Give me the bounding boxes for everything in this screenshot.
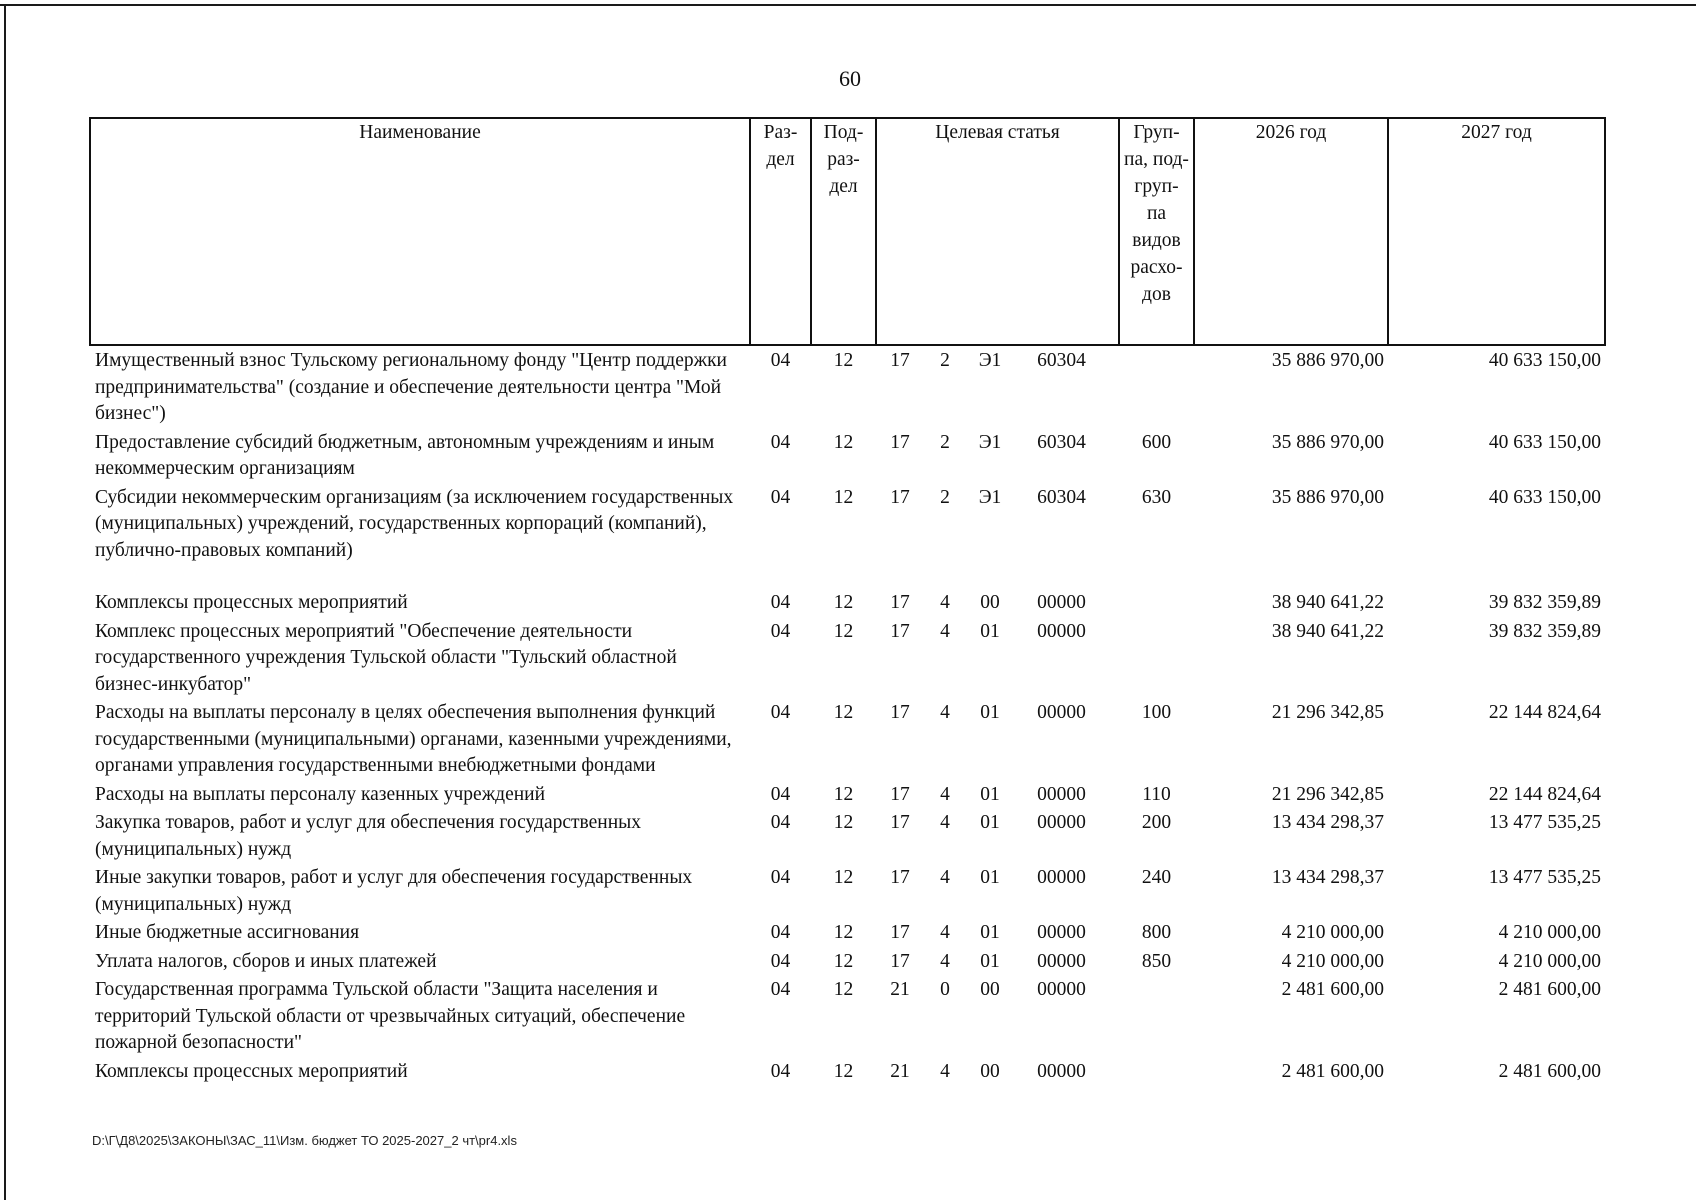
row-amount-2026: 38 940 641,22 (1271, 592, 1384, 613)
header-subsection-line: раз- (827, 149, 860, 170)
header-group (1119, 118, 1194, 345)
row-target-program: 17 (890, 867, 910, 888)
row-amount-2026: 4 210 000,00 (1281, 950, 1384, 972)
row-amount-2027: 40 633 150,00 (1488, 350, 1601, 371)
row-target-program: 17 (890, 431, 910, 453)
row-name: Иные закупки товаров, работ и услуг для обеспечения государственных (муниципальных) нужд (95, 867, 693, 915)
row-amount-2027: 2 481 600,00 (1498, 1060, 1601, 1082)
row-section: 04 (770, 350, 791, 371)
row-section: 04 (770, 783, 791, 805)
table-row (90, 564, 1605, 617)
table-row (90, 428, 1605, 483)
row-target-type: 0 (940, 979, 950, 1000)
row-target-direction: 60304 (1037, 431, 1086, 453)
row-section: 04 (770, 486, 791, 508)
row-subsection: 12 (833, 922, 854, 943)
row-target (876, 428, 1119, 483)
header-group-line: Груп- (1133, 122, 1180, 143)
page-number: 60 (839, 66, 861, 91)
row-target-direction: 00000 (1037, 620, 1086, 642)
row-target-element: 01 (980, 812, 1000, 833)
row-group: 630 (1141, 486, 1172, 508)
row-group: 240 (1141, 867, 1172, 888)
row-target-direction: 00000 (1037, 1060, 1086, 1082)
row-target-program: 17 (890, 620, 910, 642)
row-name: Государственная программа Тульской области "Защита населения и территорий Тульской области от чрезвычайных ситуаций, обеспечение пожарной безопасности" (95, 979, 686, 1053)
row-name: Уплата налогов, сборов и иных платежей (95, 950, 437, 972)
row-section: 04 (770, 702, 791, 723)
row-target-direction: 00000 (1037, 783, 1086, 805)
row-group (1119, 975, 1194, 1057)
table-row (90, 780, 1605, 809)
row-target-program: 17 (890, 783, 910, 805)
row-group (1119, 1057, 1194, 1086)
row-amount-2027: 22 144 824,64 (1488, 702, 1601, 723)
header-group-line: па, под- (1124, 149, 1189, 170)
row-target-direction: 00000 (1037, 950, 1086, 972)
row-target-type: 4 (940, 950, 950, 972)
row-amount-2026: 21 296 342,85 (1271, 783, 1384, 805)
row-subsection: 12 (833, 950, 854, 972)
table-header (90, 118, 1605, 345)
row-target (876, 808, 1119, 863)
row-target-element: 01 (980, 867, 1000, 888)
row-name: Комплексы процессных мероприятий (95, 592, 408, 613)
header-subsection (811, 118, 876, 345)
row-name: Комплекс процессных мероприятий "Обеспечение деятельности государственного учреждения Тульской области "Тульский областной бизнес-инкубатор" (95, 620, 677, 695)
row-target-element: 00 (980, 1060, 1000, 1082)
row-target-direction: 00000 (1037, 922, 1086, 943)
row-target-type: 4 (940, 922, 950, 943)
row-name: Предоставление субсидий бюджетным, автономным учреждениям и иным некоммерческим организациям (95, 431, 715, 479)
row-amount-2027: 4 210 000,00 (1498, 922, 1601, 943)
row-target-type: 4 (940, 702, 950, 723)
header-target: Целевая статья (876, 118, 1119, 345)
table-row (90, 345, 1605, 428)
row-subsection: 12 (833, 867, 854, 888)
row-target-element: 00 (980, 592, 1000, 613)
row-target-type: 2 (940, 350, 950, 371)
row-section: 04 (770, 979, 791, 1000)
row-target-type: 4 (940, 783, 950, 805)
row-target-element: Э1 (978, 431, 1002, 453)
row-amount-2027: 39 832 359,89 (1488, 620, 1601, 642)
row-target-program: 17 (890, 486, 910, 508)
row-name: Закупка товаров, работ и услуг для обеспечения государственных (муниципальных) нужд (95, 812, 642, 860)
row-target-type: 4 (940, 812, 950, 833)
page-border-left (4, 4, 6, 1200)
row-target-direction: 60304 (1037, 350, 1086, 371)
row-amount-2027: 22 144 824,64 (1488, 783, 1601, 805)
row-target-program: 17 (890, 702, 910, 723)
header-section-line: дел (766, 149, 795, 170)
row-target (876, 483, 1119, 565)
budget-table (89, 117, 1606, 1085)
header-subsection-line: дел (829, 176, 858, 197)
row-subsection: 12 (833, 979, 854, 1000)
table-row (90, 863, 1605, 918)
row-section: 04 (770, 922, 791, 943)
row-amount-2027: 13 477 535,25 (1488, 812, 1601, 833)
row-target (876, 1057, 1119, 1086)
row-target-program: 17 (890, 592, 910, 613)
header-group-line: видов (1132, 230, 1181, 251)
row-group: 110 (1142, 783, 1171, 805)
table-row (90, 1057, 1605, 1086)
row-target-direction: 00000 (1037, 867, 1086, 888)
row-target-program: 17 (890, 812, 910, 833)
row-group: 850 (1141, 950, 1172, 972)
row-section: 04 (770, 950, 791, 972)
row-group: 800 (1141, 922, 1172, 943)
row-target (876, 918, 1119, 947)
row-target-direction: 00000 (1037, 812, 1086, 833)
row-amount-2027: 39 832 359,89 (1488, 592, 1601, 613)
row-subsection: 12 (833, 620, 854, 642)
row-target-type: 4 (940, 592, 950, 613)
header-section-line: Раз- (763, 122, 798, 143)
row-section: 04 (770, 431, 791, 453)
table-row (90, 947, 1605, 976)
row-amount-2027: 40 633 150,00 (1488, 431, 1601, 453)
row-name: Субсидии некоммерческим организациям (за исключением государственных (муниципальных) учреждений, государственных корпораций (компаний), публично-правовых компаний) (95, 486, 734, 561)
row-target-type: 4 (940, 620, 950, 642)
row-section: 04 (770, 812, 791, 833)
row-target (876, 975, 1119, 1057)
row-name: Иные бюджетные ассигнования (95, 922, 360, 943)
row-target-direction: 00000 (1037, 979, 1086, 1000)
table-row (90, 918, 1605, 947)
row-name: Расходы на выплаты персоналу казенных учреждений (95, 783, 546, 805)
row-group (1119, 345, 1194, 428)
row-target (876, 947, 1119, 976)
row-group: 200 (1141, 812, 1172, 833)
row-amount-2026: 38 940 641,22 (1271, 620, 1384, 642)
row-target-type: 4 (940, 1060, 950, 1082)
row-target (876, 780, 1119, 809)
header-name: Наименование (90, 118, 750, 345)
header-group-line: груп- (1134, 176, 1179, 197)
row-group: 100 (1141, 702, 1172, 723)
header-section (750, 118, 811, 345)
row-target-type: 2 (940, 486, 950, 508)
footer-file-path: D:\Г\Д8\2025\ЗАКОНЫ\ЗАС_11\Изм. бюджет ТО 2025-2027_2 чт\pr4.xls (92, 1133, 517, 1148)
row-section: 04 (770, 620, 791, 642)
row-section: 04 (770, 867, 791, 888)
row-amount-2026: 2 481 600,00 (1281, 979, 1384, 1000)
row-subsection: 12 (833, 350, 854, 371)
row-target-element: 01 (980, 922, 1000, 943)
row-name: Расходы на выплаты персоналу в целях обеспечения выполнения функций государственными (муниципальными) органами, казенными учреждениями, органами управления государственными внебюджетными фондами (95, 702, 732, 776)
row-subsection: 12 (833, 702, 854, 723)
row-target (876, 617, 1119, 699)
row-amount-2027: 4 210 000,00 (1498, 950, 1601, 972)
row-subsection: 12 (833, 783, 854, 805)
row-target (876, 863, 1119, 918)
table-body (90, 345, 1605, 1085)
row-group (1119, 564, 1194, 617)
row-section: 04 (770, 1060, 791, 1082)
row-target-program: 17 (890, 350, 910, 371)
row-target-program: 17 (890, 922, 910, 943)
page-border-top (0, 4, 1696, 6)
row-subsection: 12 (833, 486, 854, 508)
row-target-direction: 00000 (1037, 592, 1086, 613)
row-amount-2027: 13 477 535,25 (1488, 867, 1601, 888)
row-amount-2027: 40 633 150,00 (1488, 486, 1601, 508)
table-row (90, 483, 1605, 565)
row-name: Имущественный взнос Тульскому региональному фонду "Центр поддержки предпринимательства" (создание и обеспечение деятельности центра "Мой бизнес") (95, 350, 727, 424)
row-subsection: 12 (833, 1060, 854, 1082)
row-amount-2026: 21 296 342,85 (1271, 702, 1384, 723)
header-group-line: па (1146, 203, 1167, 224)
row-target-element: 01 (980, 702, 1000, 723)
row-target-type: 2 (940, 431, 950, 453)
row-target-element: 01 (980, 620, 1000, 642)
row-target-program: 17 (890, 950, 910, 972)
row-target-program: 21 (890, 1060, 910, 1082)
row-subsection: 12 (833, 812, 854, 833)
row-amount-2026: 35 886 970,00 (1271, 431, 1384, 453)
table-row (90, 698, 1605, 780)
row-group (1119, 617, 1194, 699)
row-target-program: 21 (890, 979, 910, 1000)
row-amount-2026: 4 210 000,00 (1281, 922, 1384, 943)
row-target-element: 00 (980, 979, 1000, 1000)
header-group-line: дов (1142, 284, 1171, 305)
row-amount-2026: 2 481 600,00 (1281, 1060, 1384, 1082)
row-section: 04 (770, 592, 791, 613)
row-target (876, 564, 1119, 617)
row-amount-2026: 35 886 970,00 (1271, 350, 1384, 371)
row-name: Комплексы процессных мероприятий (95, 1060, 408, 1082)
row-group: 600 (1141, 431, 1172, 453)
row-target-element: 01 (980, 783, 1000, 805)
row-amount-2027: 2 481 600,00 (1498, 979, 1601, 1000)
table-row (90, 808, 1605, 863)
row-target-element: Э1 (978, 350, 1002, 371)
header-year-2026: 2026 год (1194, 118, 1388, 345)
row-target (876, 698, 1119, 780)
table-row (90, 617, 1605, 699)
row-target (876, 345, 1119, 428)
header-subsection-line: Под- (823, 122, 864, 143)
row-target-direction: 60304 (1037, 486, 1086, 508)
row-amount-2026: 35 886 970,00 (1271, 486, 1384, 508)
row-subsection: 12 (833, 592, 854, 613)
row-target-type: 4 (940, 867, 950, 888)
row-subsection: 12 (833, 431, 854, 453)
header-year-2027: 2027 год (1388, 118, 1605, 345)
row-amount-2026: 13 434 298,37 (1271, 867, 1384, 888)
row-amount-2026: 13 434 298,37 (1271, 812, 1384, 833)
row-target-element: 01 (980, 950, 1000, 972)
row-target-direction: 00000 (1037, 702, 1086, 723)
row-target-element: Э1 (978, 486, 1002, 508)
table-row (90, 975, 1605, 1057)
header-group-line: расхо- (1130, 257, 1183, 278)
